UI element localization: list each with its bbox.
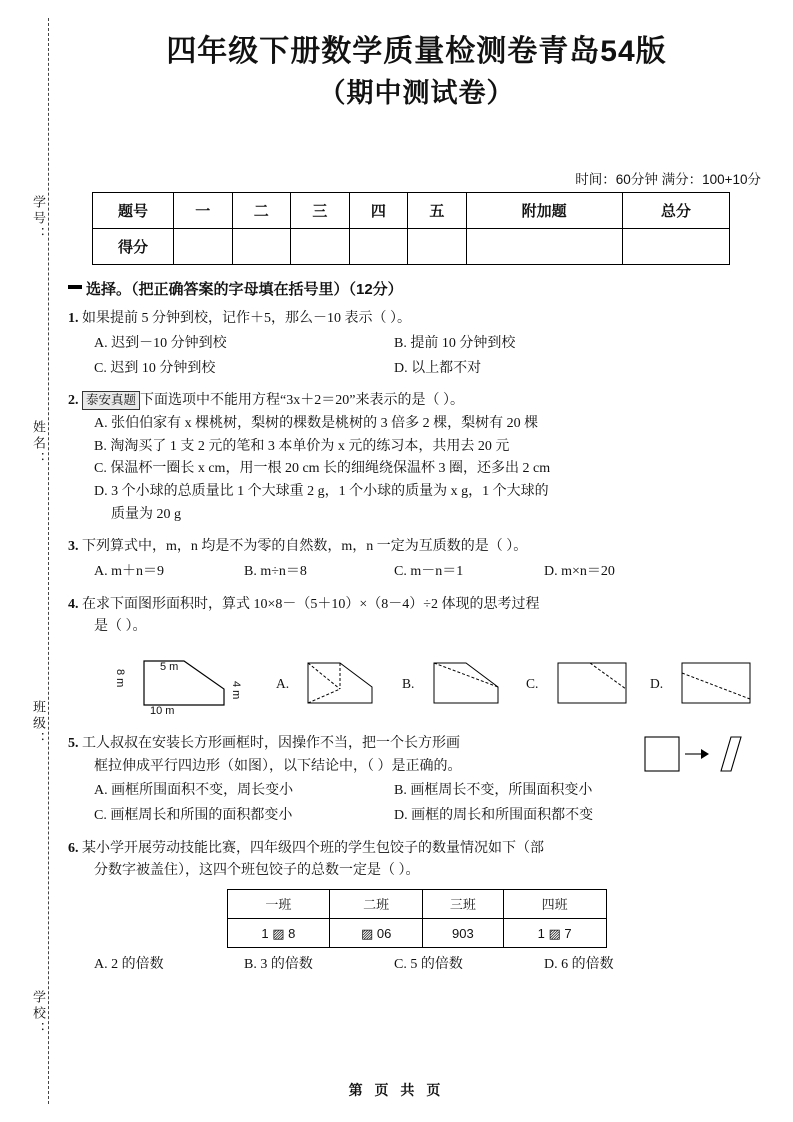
question-4-label-bottom: 10 m xyxy=(150,705,175,718)
question-4-choice-a-label[interactable]: A. xyxy=(276,676,290,692)
score-table-col-5: 五 xyxy=(408,193,467,229)
question-6-text-cont: 分数字被盖住），这四个班包饺子的总数一定是（ ）。 xyxy=(94,863,420,879)
question-4-choice-b-figure[interactable] xyxy=(426,655,506,713)
side-label-class: 班级： xyxy=(31,700,46,748)
side-label-student-id: 学号： xyxy=(31,195,46,243)
question-3-option-b[interactable]: B. m÷n＝8 xyxy=(244,564,307,580)
question-6-table-header-row xyxy=(227,890,606,919)
score-table-row-label-2: 得分 xyxy=(93,229,174,265)
question-4 xyxy=(68,594,765,723)
question-6-options xyxy=(94,954,765,977)
section-1-heading-text: 选择。（把正确答案的字母填在括号里）（12分） xyxy=(86,281,403,298)
question-4-choice-d-label[interactable]: D. xyxy=(650,676,664,692)
question-2-source-tag: 泰安真题 xyxy=(82,391,140,409)
score-table-row-label-1: 题号 xyxy=(93,193,174,229)
question-2-number: 2. xyxy=(68,393,79,409)
page-title xyxy=(70,30,763,113)
score-table-col-6: 附加题 xyxy=(466,193,622,229)
question-6-option-c[interactable]: C. 5 的倍数 xyxy=(394,957,463,973)
question-1 xyxy=(68,308,765,380)
question-2-text: 下面选项中不能用方程“3x＋2＝20”来表示的是（ ）。 xyxy=(140,393,464,409)
score-cell-5[interactable] xyxy=(408,229,467,265)
question-4-choice-a-figure[interactable] xyxy=(300,655,380,713)
question-6-header-3: 三班 xyxy=(423,890,504,919)
dashed-cut-line xyxy=(48,18,49,1104)
section-1-heading xyxy=(68,278,765,302)
score-cell-1[interactable] xyxy=(174,229,233,265)
score-table-col-2: 二 xyxy=(232,193,291,229)
question-6-value-2: ▨ 06 xyxy=(330,919,423,948)
question-4-choice-c-figure[interactable] xyxy=(550,655,634,713)
question-6-text: 某小学开展劳动技能比赛，四年级四个班的学生包饺子的数量情况如下（部 xyxy=(82,840,544,856)
question-1-option-d[interactable]: D. 以上都不对 xyxy=(394,360,482,376)
score-table xyxy=(92,192,730,265)
exam-info: 时间：60分钟 满分：100+10分 xyxy=(575,172,761,187)
score-table-value-row xyxy=(93,229,730,265)
question-5-option-c[interactable]: C. 画框周长和所围的面积都变小 xyxy=(94,808,293,824)
question-2-option-a[interactable]: A. 张伯伯家有 x 棵桃树，梨树的棵数是桃树的 3 倍多 2 棵，梨树有 20 棵 xyxy=(94,415,539,431)
question-4-text: 在求下面图形面积时，算式 10×8－（5＋10）×（8－4）÷2 体现的思考过程 xyxy=(82,596,540,612)
question-1-text: 如果提前 5 分钟到校，记作＋5，那么－10 表示（ ）。 xyxy=(82,311,411,327)
question-4-label-right: 4 m xyxy=(229,681,242,700)
question-3-option-d[interactable]: D. m×n＝20 xyxy=(544,564,615,580)
question-2 xyxy=(68,390,765,526)
question-3-option-a[interactable]: A. m＋n＝9 xyxy=(94,564,164,580)
question-2-option-b[interactable]: B. 淘淘买了 1 支 2 元的笔和 3 本单价为 x 元的练习本，共用去 20 元 xyxy=(94,438,510,454)
question-6-value-1: 1 ▨ 8 xyxy=(227,919,330,948)
question-3-text: 下列算式中，m，n 均是不为零的自然数，m，n 一定为互质数的是（ ）。 xyxy=(82,539,528,555)
score-table-col-3: 三 xyxy=(291,193,350,229)
score-cell-2[interactable] xyxy=(232,229,291,265)
question-3-number: 3. xyxy=(68,539,79,555)
score-table-col-7: 总分 xyxy=(622,193,729,229)
score-cell-7[interactable] xyxy=(622,229,729,265)
question-4-number: 4. xyxy=(68,596,79,612)
question-6-header-1: 一班 xyxy=(227,890,330,919)
question-1-option-a[interactable]: A. 迟到－10 分钟到校 xyxy=(94,335,227,351)
question-6-table-value-row xyxy=(227,919,606,948)
question-5 xyxy=(68,733,765,828)
score-cell-4[interactable] xyxy=(349,229,408,265)
question-2-options xyxy=(94,413,765,526)
question-6-option-d[interactable]: D. 6 的倍数 xyxy=(544,957,614,973)
question-6-option-b[interactable]: B. 3 的倍数 xyxy=(244,957,313,973)
question-2-option-d-cont: 质量为 20 g xyxy=(111,506,181,522)
side-label-school: 学校： xyxy=(31,990,46,1038)
side-label-name: 姓名： xyxy=(31,420,46,468)
score-table-col-4: 四 xyxy=(349,193,408,229)
question-5-text: 工人叔叔在安装长方形画框时，因操作不当，把一个长方形画 xyxy=(82,736,460,752)
question-3-option-c[interactable]: C. m－n＝1 xyxy=(394,564,464,580)
question-3 xyxy=(68,536,765,583)
question-5-text-cont: 框拉伸成平行四边形（如图），以下结论中，（ ）是正确的。 xyxy=(94,758,462,774)
score-table-header-row xyxy=(93,193,730,229)
question-5-option-d[interactable]: D. 画框的周长和所围面积都不变 xyxy=(394,808,594,824)
question-4-label-left: 8 m xyxy=(113,669,126,688)
question-4-figure-row xyxy=(102,645,765,723)
question-6-number: 6. xyxy=(68,840,79,856)
question-6-table xyxy=(227,889,607,948)
question-4-choice-d-figure[interactable] xyxy=(674,655,758,713)
question-6-header-4: 四班 xyxy=(503,890,606,919)
question-5-option-b[interactable]: B. 画框周长不变，所围面积变小 xyxy=(394,783,593,799)
question-6-value-4: 1 ▨ 7 xyxy=(503,919,606,948)
question-5-figure xyxy=(643,731,743,777)
question-4-base-figure xyxy=(126,649,236,719)
question-6-header-2: 二班 xyxy=(330,890,423,919)
score-cell-6[interactable] xyxy=(466,229,622,265)
title-line-2: （期中测试卷） xyxy=(318,77,515,108)
section-marker-icon xyxy=(68,278,82,302)
score-cell-3[interactable] xyxy=(291,229,350,265)
question-1-option-c[interactable]: C. 迟到 10 分钟到校 xyxy=(94,360,216,376)
exam-content xyxy=(68,278,765,977)
question-4-choice-b-label[interactable]: B. xyxy=(402,676,415,692)
question-4-label-top: 5 m xyxy=(160,661,179,674)
question-6-value-3: 903 xyxy=(423,919,504,948)
page-footer: 第 页 共 页 xyxy=(348,1082,445,1098)
title-line-1: 四年级下册数学质量检测卷青岛54版 xyxy=(166,35,667,68)
question-1-number: 1. xyxy=(68,311,79,327)
question-5-option-a[interactable]: A. 画框所围面积不变，周长变小 xyxy=(94,783,294,799)
question-6 xyxy=(68,838,765,977)
question-5-number: 5. xyxy=(68,736,79,752)
question-4-choice-c-label[interactable]: C. xyxy=(526,676,539,692)
question-6-option-a[interactable]: A. 2 的倍数 xyxy=(94,957,164,973)
question-2-option-c[interactable]: C. 保温杯一圈长 x cm，用一根 20 cm 长的细绳绕保温杯 3 圈，还多出 2 cm xyxy=(94,461,551,477)
question-1-option-b[interactable]: B. 提前 10 分钟到校 xyxy=(394,335,516,351)
question-1-options xyxy=(94,333,765,380)
question-3-options xyxy=(94,561,765,584)
question-5-options xyxy=(94,780,765,827)
score-table-col-1: 一 xyxy=(174,193,233,229)
question-4-text-cont: 是（ ）。 xyxy=(94,619,147,635)
question-2-option-d[interactable]: D. 3 个小球的总质量比 1 个大球重 2 g，1 个小球的质量为 x g，1 个大球的 xyxy=(94,484,549,499)
